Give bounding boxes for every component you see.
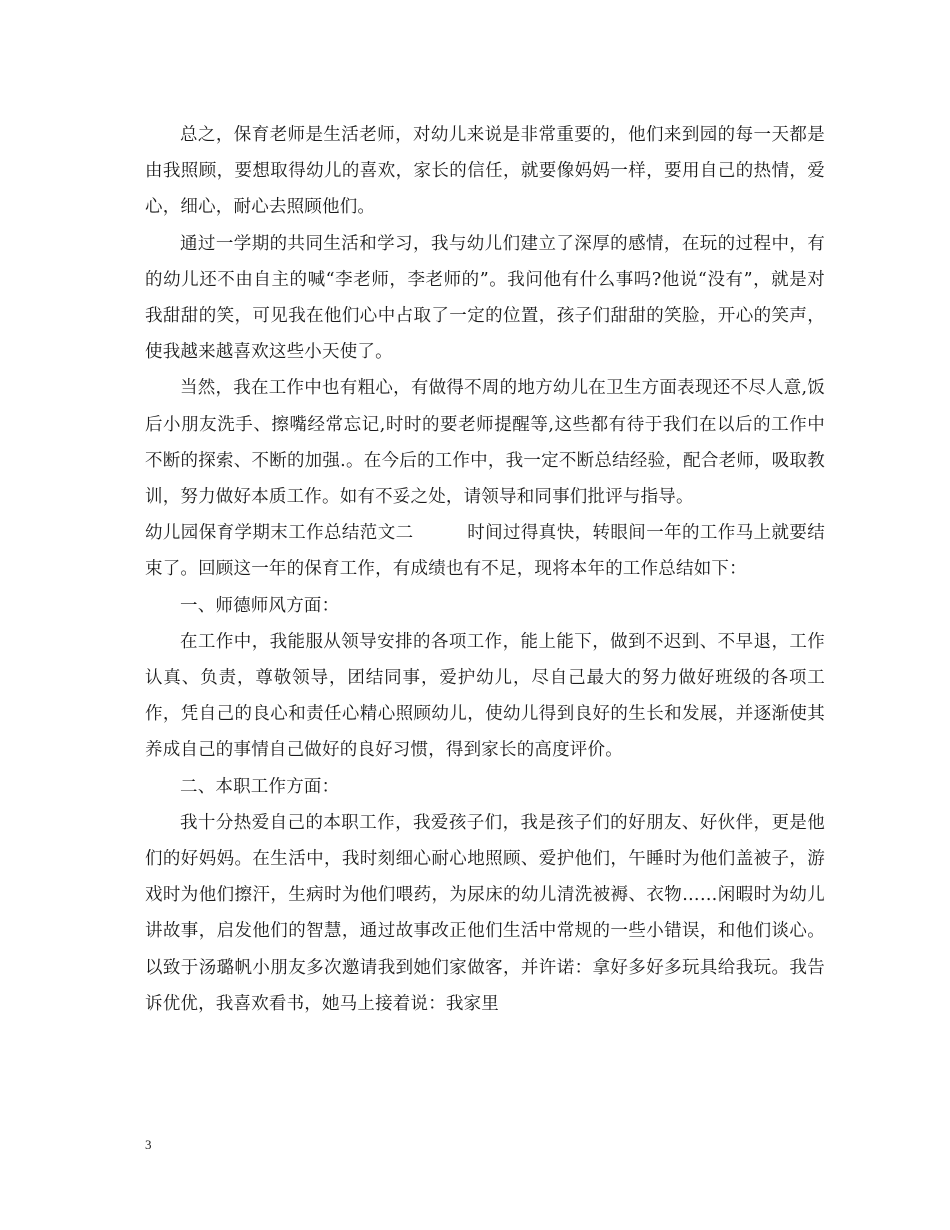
section-title: 幼儿园保育学期末工作总结范文二 [145,523,414,544]
subsection-heading-ethics: 一、师德师风方面： [180,595,340,616]
paragraph-shortcomings: 当然，我在工作中也有粗心，有做得不周的地方幼儿在卫生方面表现还不尽人意,饭后小朋友洗手、擦嘴经常忘记,时时的要老师提醒等,这些都有待于我们在以后的工作中不断的探索、不断的加强.。在今后的工作中，我一定不断总结经验，配合老师，吸取教训，努力做好本质工作。如有不妥之处，请领导和同事们批评与指导。 [145,378,825,508]
subsection-body-ethics: 在工作中，我能服从领导安排的各项工作，能上能下，做到不迟到、不早退，工作认真、负责，尊敬领导，团结同事，爱护幼儿，尽自己最大的努力做好班级的各项工作，凭自己的良心和责任心精心照顾幼儿，使幼儿得到良好的生长和发展，并逐渐使其养成自己的事情自己做好的良好习惯，得到家长的高度评价。 [145,631,825,761]
section-two-intro [145,515,825,587]
paragraph-relationship: 通过一学期的共同生活和学习，我与幼儿们建立了深厚的感情，在玩的过程中，有的幼儿还不由自主的喊“李老师，李老师的”。我问他有什么事吗?他说“没有”，就是对我甜甜的笑，可见我在他们心中占取了一定的位置，孩子们甜甜的笑脸，开心的笑声，使我越来越喜欢这些小天使了。 [145,233,825,363]
page-number: 3 [145,1137,152,1152]
document-body [145,117,825,1022]
section-intro-text: 时间过得真快，转眼间一年的工作马上就要结束了。回顾这一年的保育工作，有成绩也有不足，现将本年的工作总结如下： [145,523,825,580]
section-gap [414,523,468,543]
subsection-heading-duties: 二、本职工作方面： [180,776,340,797]
paragraph-summary: 总之，保育老师是生活老师，对幼儿来说是非常重要的，他们来到园的每一天都是由我照顾，要想取得幼儿的喜欢，家长的信任，就要像妈妈一样，要用自己的热情，爱心，细心，耐心去照顾他们。 [145,125,825,218]
subsection-body-duties: 我十分热爱自己的本职工作，我爱孩子们，我是孩子们的好朋友、好伙伴，更是他们的好妈妈。在生活中，我时刻细心耐心地照顾、爱护他们，午睡时为他们盖被子，游戏时为他们擦汗，生病时为他们喂药，为尿床的幼儿清洗被褥、衣物……闲暇时为幼儿讲故事，启发他们的智慧，通过故事改正他们生活中常规的一些小错误，和他们谈心。以致于汤璐帆小朋友多次邀请我到她们家做客，并许诺：拿好多好多玩具给我玩。我告诉优优，我喜欢看书，她马上接着说：我家里 [145,812,825,1014]
